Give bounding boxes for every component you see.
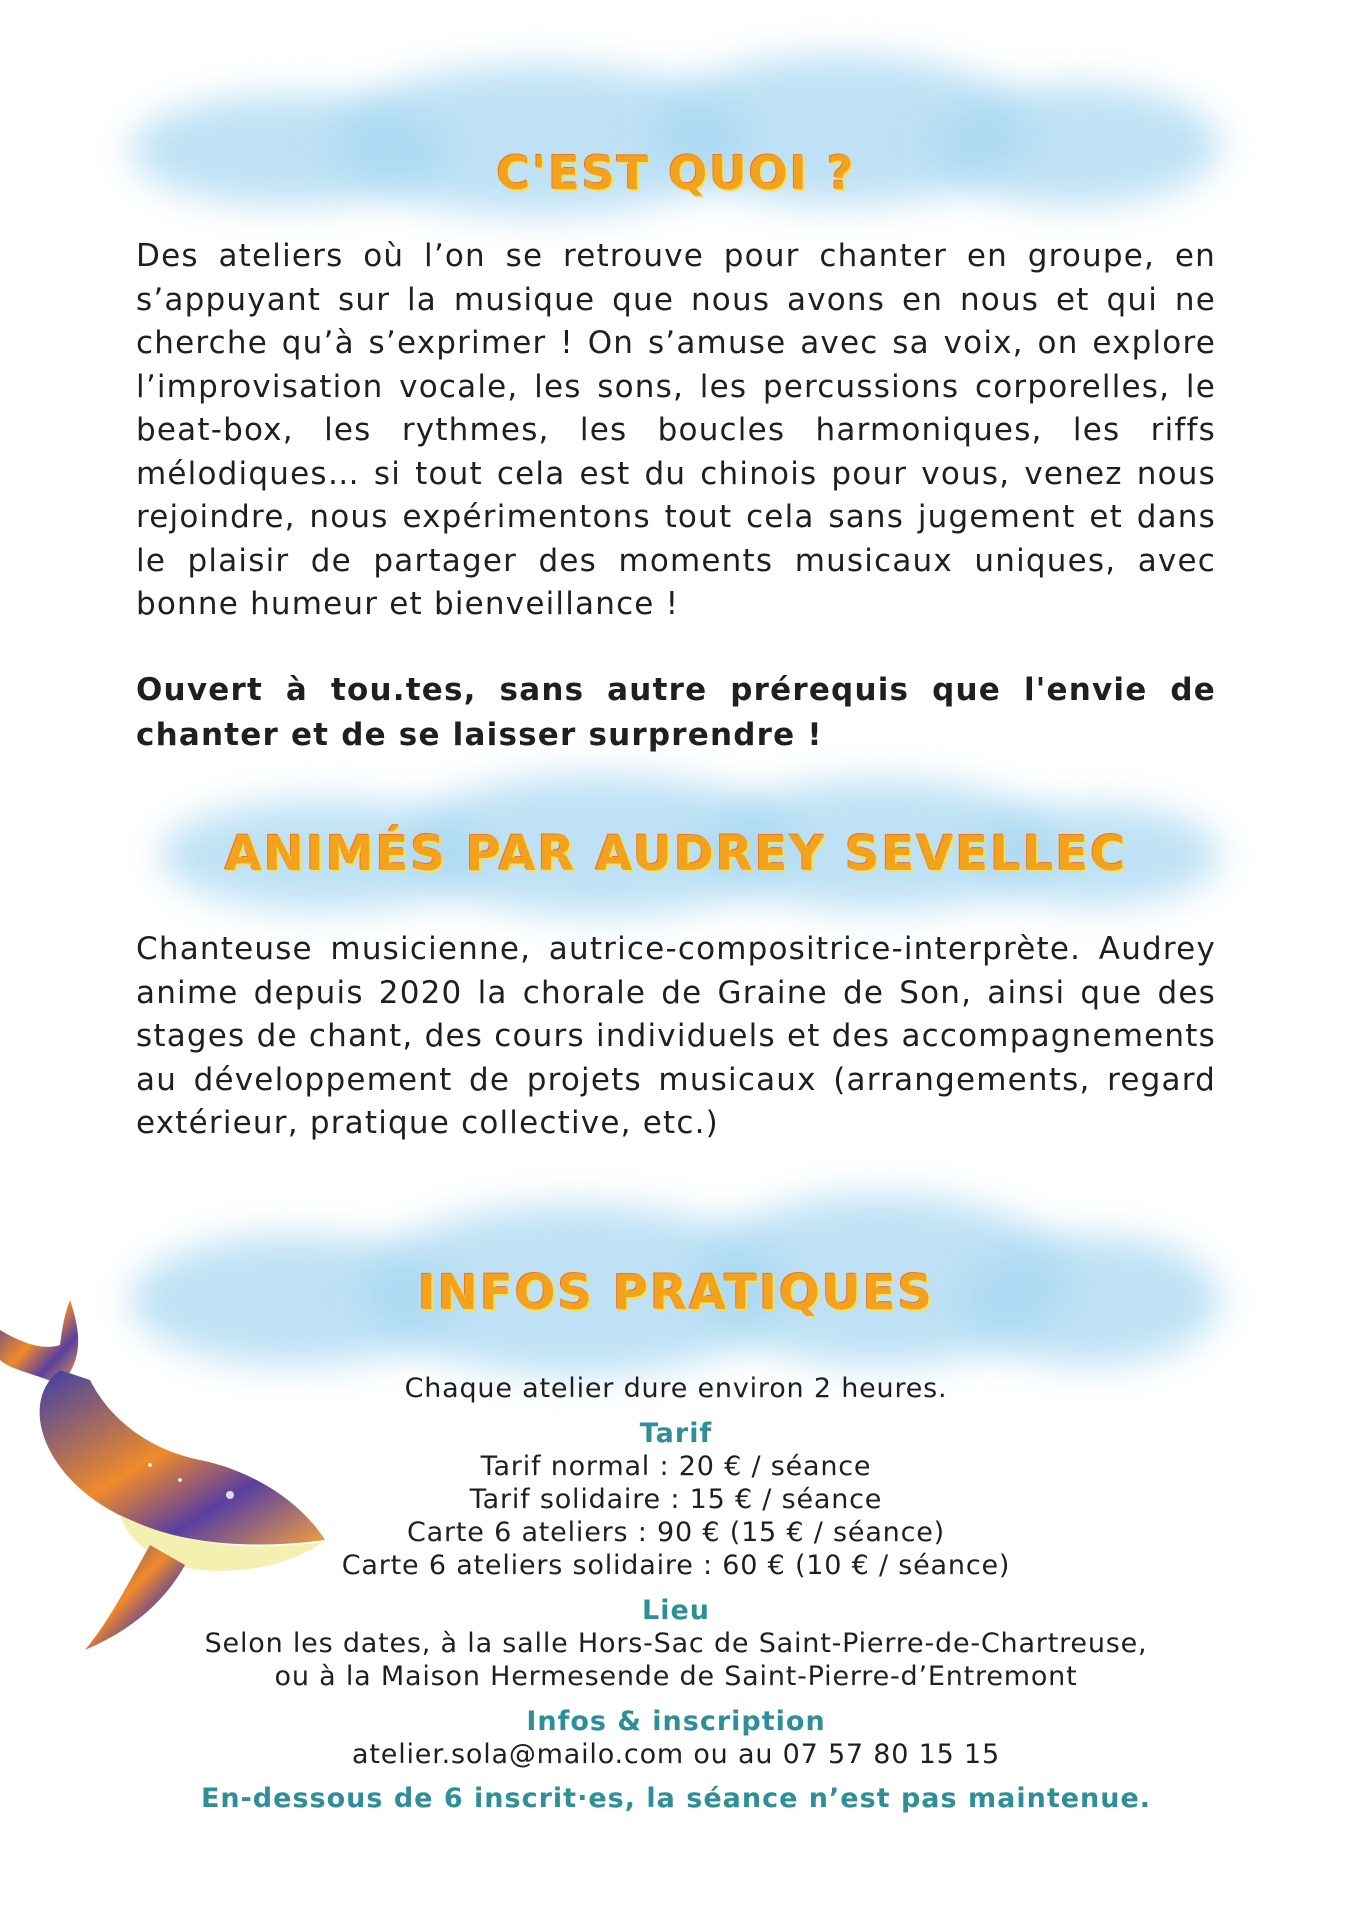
tarif-line: Carte 6 ateliers : 90 € (15 € / séance) xyxy=(407,1517,945,1548)
contact-label: Infos & inscription xyxy=(526,1706,826,1737)
practical-info-block xyxy=(120,1372,1232,1814)
minimum-participants-note: En-dessous de 6 inscrit·es, la séance n’est pas maintenue. xyxy=(200,1783,1152,1814)
lieu-line: ou à la Maison Hermesende de Saint-Pierre-d’Entremont xyxy=(274,1661,1078,1692)
intro-paragraph: Des ateliers où l’on se retrouve pour chanter en groupe, en s’appuyant sur la musique que nous avons en nous et qui ne cherche qu’à s’exprimer ! On s’amuse avec sa voix, on explore l’improvisation vocale, les sons, les percussions corporelles, le beat-box, les rythmes, les boucles harmoniques, les riffs mélodiques… si tout cela est du chinois pour vous, venez nous rejoindre, nous expérimentons tout cela sans jugement et dans le plaisir de partager des moments musicaux uniques, avec bonne humeur et bienveillance ! xyxy=(136,238,1216,622)
contact-text[interactable]: atelier.sola@mailo.com ou au 07 57 80 15 15 xyxy=(352,1739,1000,1770)
open-to-all-paragraph: Ouvert à tou.tes, sans autre prérequis que l'envie de chanter et de se laisser surprendre ! xyxy=(136,672,1216,753)
duration-text: Chaque atelier dure environ 2 heures. xyxy=(404,1373,948,1404)
lieu-line: Selon les dates, à la salle Hors-Sac de Saint-Pierre-de-Chartreuse, xyxy=(204,1628,1148,1659)
tarif-line: Tarif normal : 20 € / séance xyxy=(480,1451,872,1482)
tarif-line: Carte 6 ateliers solidaire : 60 € (10 € / séance) xyxy=(341,1550,1011,1581)
section-heading-animes-par: ANIMÉS PAR AUDREY SEVELLEC xyxy=(224,826,1128,882)
bio-paragraph: Chanteuse musicienne, autrice-compositrice-interprète. Audrey anime depuis 2020 la chorale de Graine de Son, ainsi que des stages de chant, des cours individuels et des accompagnements au développement de projets musicaux (arrangements, regard extérieur, pratique collective, etc.) xyxy=(136,931,1216,1141)
lieu-label: Lieu xyxy=(642,1595,710,1626)
section-heading-infos-pratiques: INFOS PRATIQUES xyxy=(417,1265,935,1321)
tarif-label: Tarif xyxy=(639,1418,713,1449)
watercolor-cloud-decoration xyxy=(130,55,1220,235)
tarif-line: Tarif solidaire : 15 € / séance xyxy=(469,1484,883,1515)
section-heading-cest-quoi: C'EST QUOI ? xyxy=(496,146,856,200)
